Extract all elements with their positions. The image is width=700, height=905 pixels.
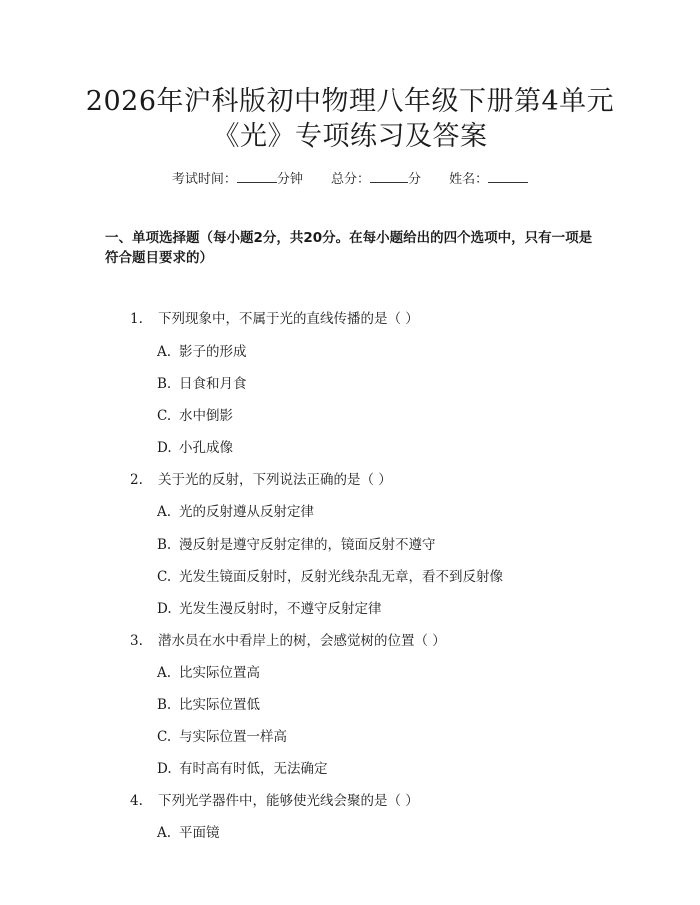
option-letter: B.: [157, 697, 172, 713]
question-1-option-b: [157, 375, 247, 393]
exam-time-label: 考试时间：: [171, 172, 237, 187]
option-text: 有时高有时低，无法确定: [179, 761, 328, 777]
option-letter: C.: [157, 729, 172, 745]
option-text: 光发生漫反射时，不遵守反射定律: [179, 601, 382, 617]
name-blank: [488, 170, 528, 183]
option-letter: B.: [157, 537, 172, 553]
question-3-option-c: [157, 728, 287, 746]
question-2-option-b: [157, 536, 436, 554]
exam-time-unit: 分钟: [276, 172, 303, 187]
option-text: 平面镜: [179, 825, 220, 841]
option-letter: A.: [157, 504, 172, 520]
option-text: 光的反射遵从反射定律: [179, 504, 314, 520]
option-letter: D.: [157, 440, 172, 456]
question-3-option-d: [157, 760, 328, 778]
question-text: 潜水员在水中看岸上的树，会感觉树的位置（ ）: [158, 633, 446, 649]
total-score-unit: 分: [408, 172, 422, 187]
question-number: 3.: [130, 633, 143, 649]
question-2: [130, 471, 392, 489]
question-number: 2.: [130, 472, 143, 488]
total-score-label: 总分：: [330, 172, 370, 187]
total-score-blank: [370, 170, 408, 183]
option-letter: B.: [157, 376, 172, 392]
option-text: 与实际位置一样高: [179, 729, 287, 745]
question-number: 1.: [130, 311, 143, 327]
option-letter: A.: [157, 825, 172, 841]
question-2-option-c: [157, 568, 503, 586]
question-1: [130, 310, 419, 328]
option-text: 日食和月食: [179, 376, 247, 392]
section-heading-single-choice: 一、单项选择题（每小题2分，共20分。在每小题给出的四个选项中，只有一项是符合题目要求的）: [105, 230, 593, 266]
question-text: 下列光学器件中，能够使光线会聚的是（ ）: [158, 793, 419, 809]
option-text: 比实际位置低: [179, 697, 260, 713]
option-letter: D.: [157, 601, 172, 617]
option-text: 水中倒影: [179, 408, 233, 424]
question-3-option-a: [157, 664, 260, 682]
question-text: 关于光的反射，下列说法正确的是（ ）: [158, 472, 392, 488]
question-4-option-a: [157, 824, 220, 842]
question-1-option-a: [157, 343, 247, 361]
option-letter: D.: [157, 761, 172, 777]
question-text: 下列现象中，不属于光的直线传播的是（ ）: [158, 311, 419, 327]
option-text: 漫反射是遵守反射定律的，镜面反射不遵守: [179, 537, 436, 553]
document-title-line-1: 2026年沪科版初中物理八年级下册第4单元: [85, 86, 615, 117]
exam-info: [0, 170, 700, 189]
question-4: [130, 792, 419, 810]
question-2-option-d: [157, 600, 382, 618]
option-letter: C.: [157, 408, 172, 424]
question-1-option-c: [157, 407, 233, 425]
option-text: 小孔成像: [179, 440, 233, 456]
question-number: 4.: [130, 793, 143, 809]
option-letter: A.: [157, 665, 172, 681]
document-title-line-2: 《光》专项练习及答案: [212, 121, 488, 152]
option-text: 比实际位置高: [179, 665, 260, 681]
question-1-option-d: [157, 439, 233, 457]
option-letter: C.: [157, 569, 172, 585]
option-text: 光发生镜面反射时，反射光线杂乱无章，看不到反射像: [179, 569, 503, 585]
option-text: 影子的形成: [179, 344, 247, 360]
question-3-option-b: [157, 696, 260, 714]
option-letter: A.: [157, 344, 172, 360]
question-2-option-a: [157, 503, 314, 521]
name-label: 姓名：: [449, 172, 489, 187]
exam-time-blank: [237, 170, 277, 183]
question-3: [130, 632, 446, 650]
